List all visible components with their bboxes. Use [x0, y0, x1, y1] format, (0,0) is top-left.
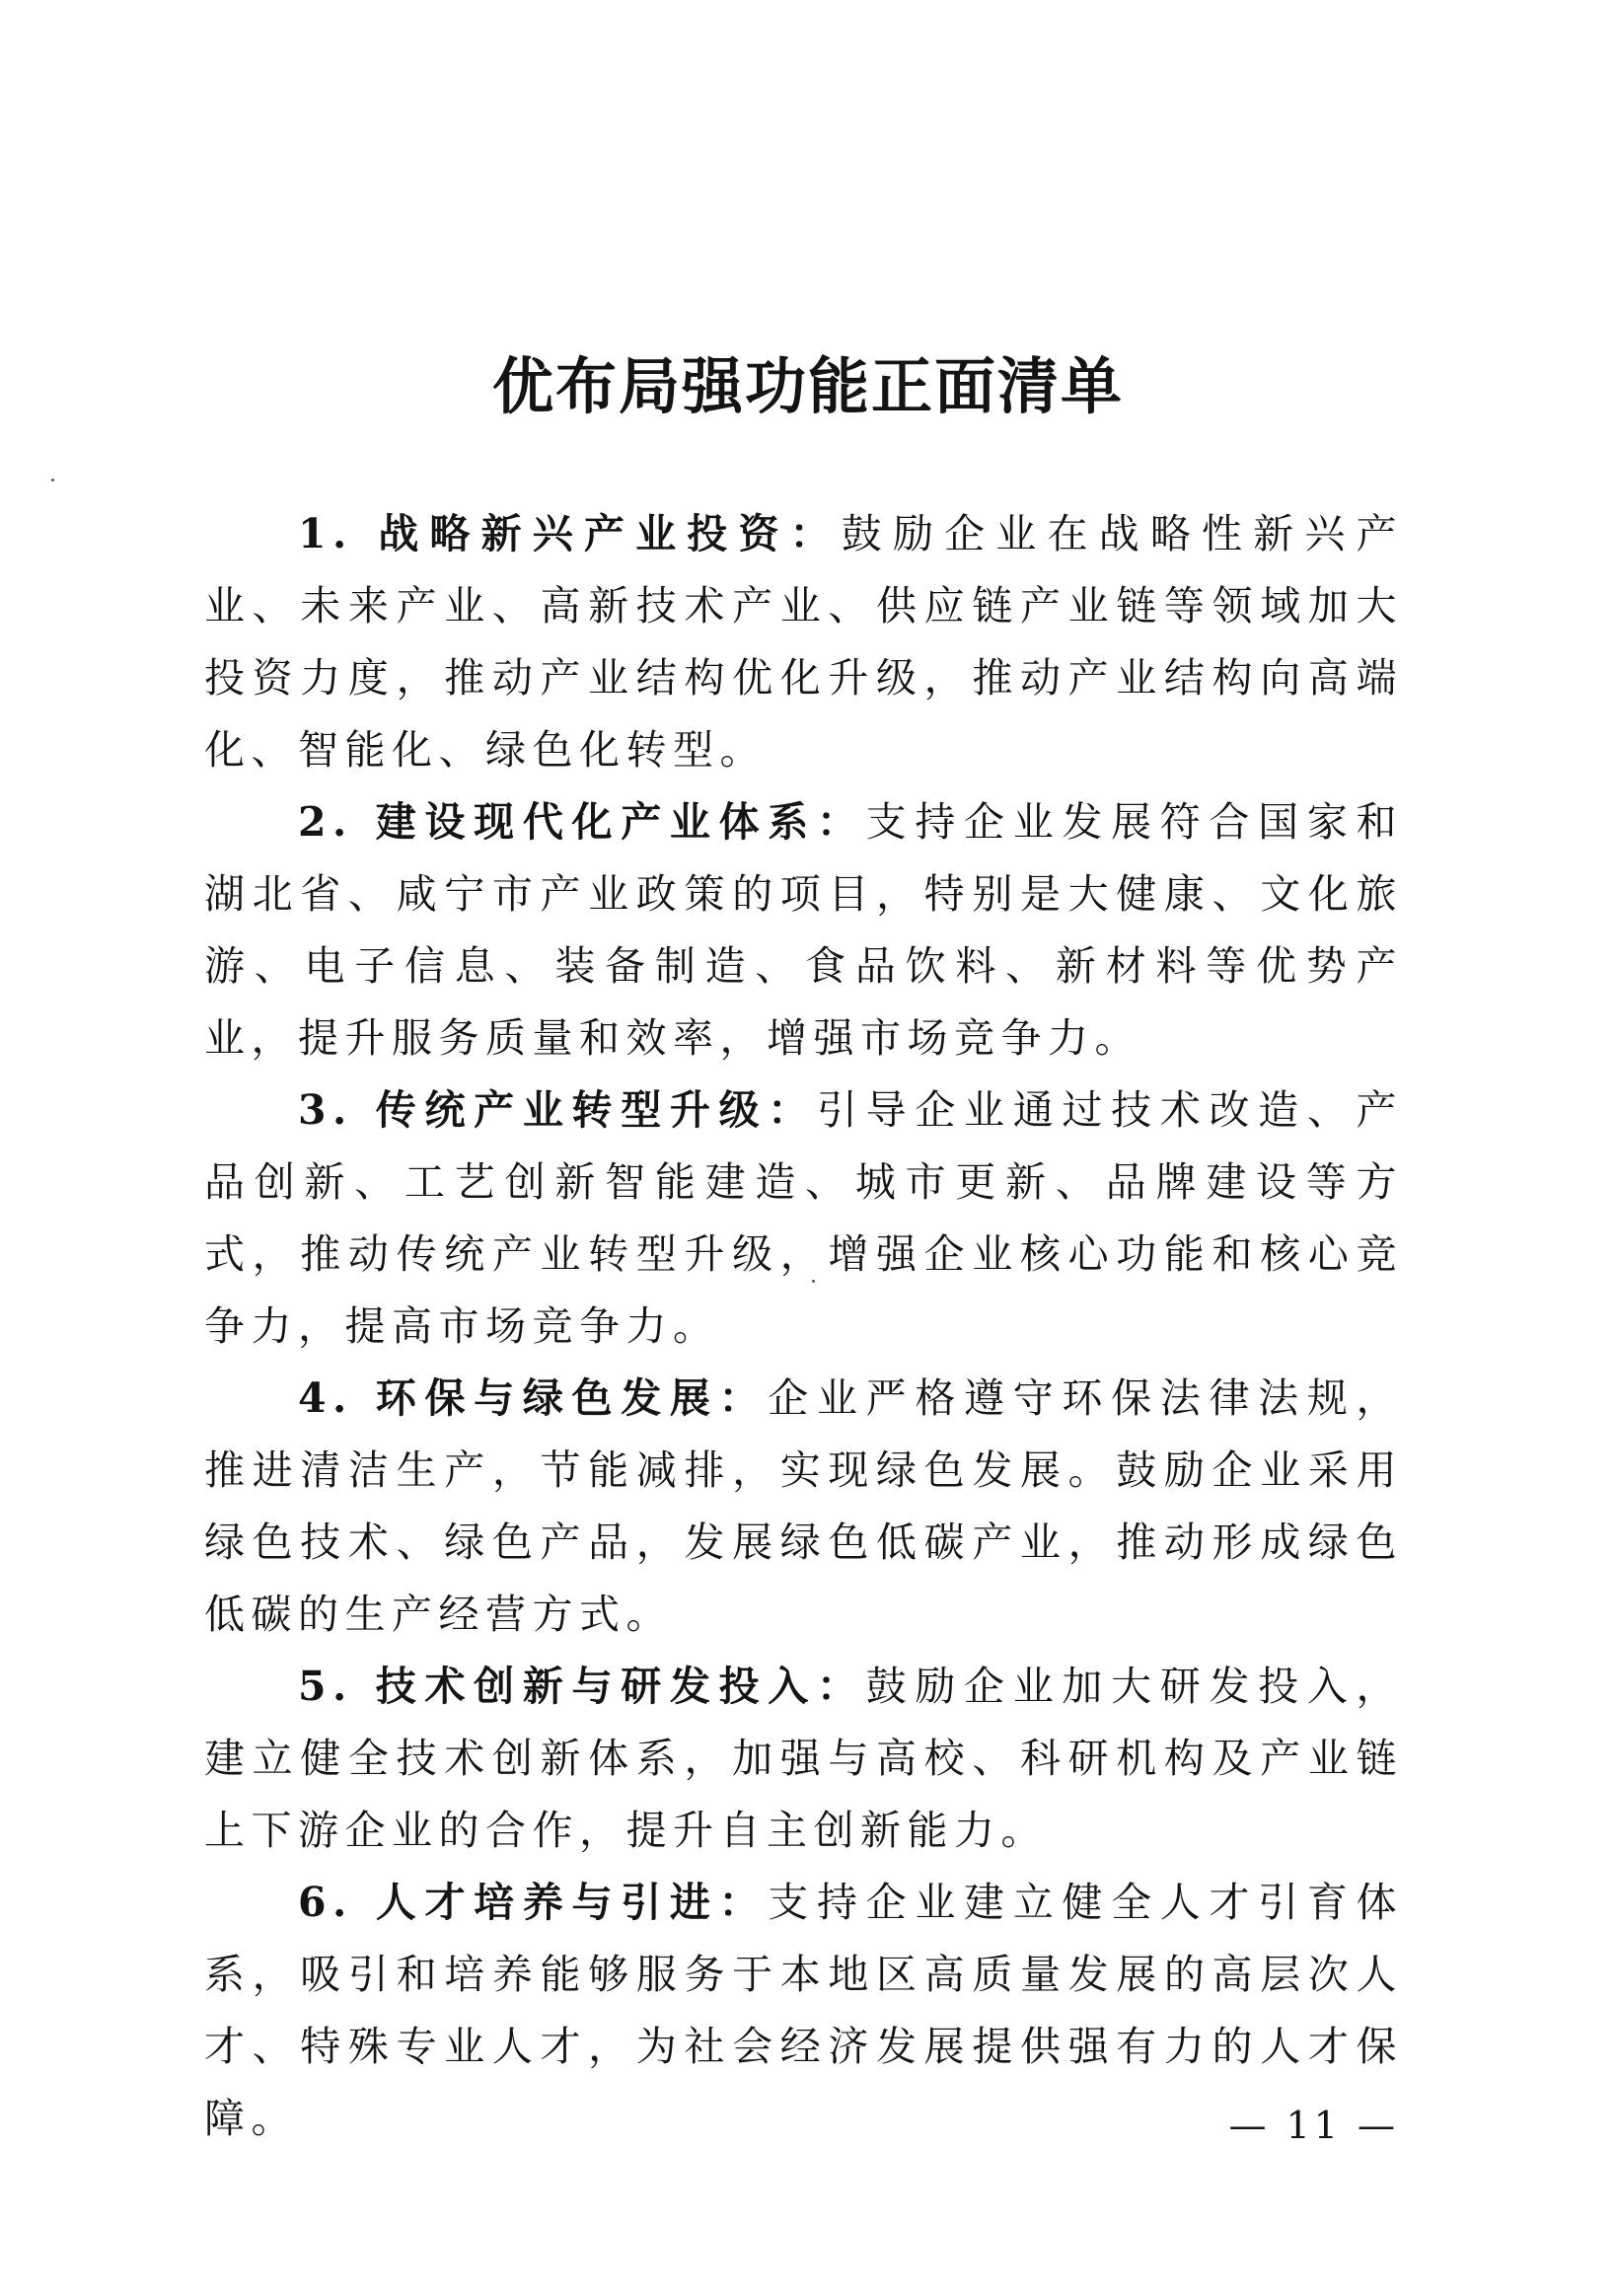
item-text: 企业严格遵守环保法律法规，推进清洁生产，节能减排，实现绿色发展。鼓励企业采用绿色技术、绿色产品，发展绿色低碳产业，推动形成绿色低碳的生产经营方式。: [204, 1374, 1404, 1638]
document-body: [204, 498, 1403, 2155]
document-title: 优布局强功能正面清单: [491, 350, 1124, 422]
item-heading: 4. 环保与绿色发展：: [298, 1374, 769, 1422]
list-item: [204, 1867, 1403, 2155]
list-item: [204, 498, 1403, 786]
item-text: 引导企业通过技术改造、产品创新、工艺创新智能建造、城市更新、品牌建设等方式，推动传统产业转型升级，增强企业核心功能和核心竞争力，提高市场竞争力。: [204, 1086, 1404, 1350]
item-heading: 5. 技术创新与研发投入：: [298, 1663, 866, 1710]
item-heading: 1. 战略新兴产业投资：: [298, 510, 842, 557]
item-text: 鼓励企业加大研发投入，建立健全技术创新体系，加强与高校、科研机构及产业链上下游企业的合作，提升自主创新能力。: [204, 1663, 1404, 1854]
list-item: [204, 1074, 1403, 1363]
scan-speck: [812, 1280, 815, 1283]
item-heading: 2. 建设现代化产业体系：: [298, 798, 866, 846]
list-item: [204, 1363, 1403, 1651]
list-item: [204, 786, 1403, 1074]
item-text: 支持企业发展符合国家和湖北省、咸宁市产业政策的项目，特别是大健康、文化旅游、电子信息、装备制造、食品饮料、新材料等优势产业，提升服务质量和效率，增强市场竞争力。: [204, 798, 1404, 1062]
list-item: [204, 1651, 1403, 1867]
page-number: — 11 —: [1228, 2104, 1399, 2147]
item-heading: 6. 人才培养与引进：: [298, 1879, 769, 1926]
item-text: 鼓励企业在战略性新兴产业、未来产业、高新技术产业、供应链产业链等领域加大投资力度，推动产业结构优化升级，推动产业结构向高端化、智能化、绿色化转型。: [204, 510, 1404, 774]
item-text: 支持企业建立健全人才引育体系，吸引和培养能够服务于本地区高质量发展的高层次人才、特殊专业人才，为社会经济发展提供强有力的人才保障。: [204, 1879, 1404, 2142]
item-heading: 3. 传统产业转型升级：: [298, 1086, 817, 1134]
scan-speck: [51, 479, 54, 481]
